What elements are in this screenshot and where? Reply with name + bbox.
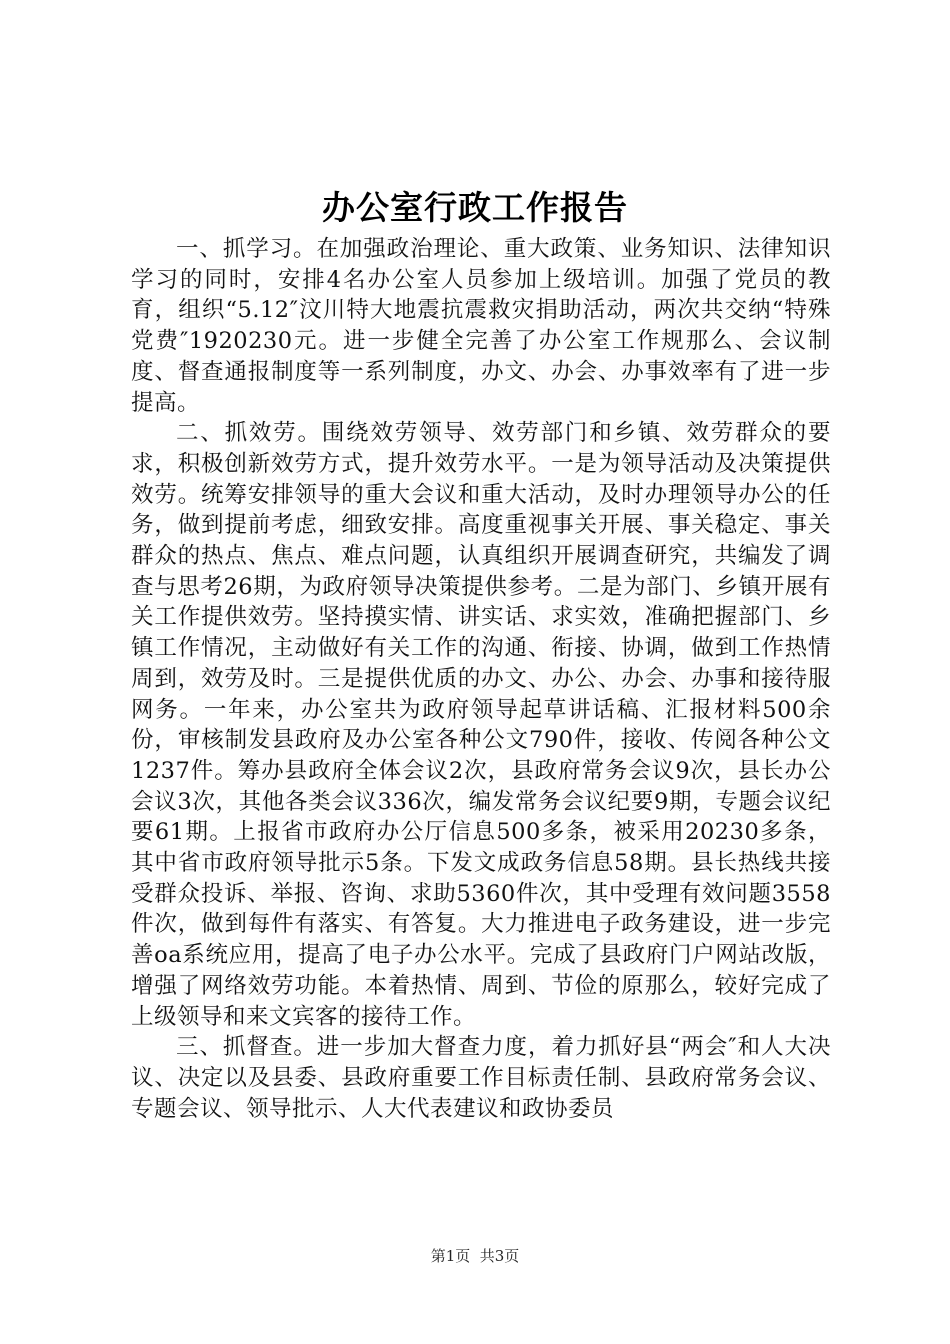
paragraph-study: 一、抓学习。在加强政治理论、重大政策、业务知识、法律知识学习的同时，安排4名办公室人员参加上级培训。加强了党员的教育，组织“5.12″汶川特大地震抗震救灾捐助活动，两次共交纳“特殊党费″1920230元。进一步健全完善了办公室工作规那么、会议制度、督查通报制度等一系列制度，办文、办会、办事效率有了进一步提高。 [131,236,831,416]
page-footer [0,1245,950,1267]
document-body [131,234,831,1124]
page-number: 第1页 共3页 [430,1247,520,1265]
paragraph-supervision: 三、抓督查。进一步加大督查力度，着力抓好县“两会″和人大决议、决定以及县委、县政府重要工作目标责任制、县政府常务会议、专题会议、领导批示、人大代表建议和政协委员 [131,1034,831,1122]
paragraph-service: 二、抓效劳。围绕效劳领导、效劳部门和乡镇、效劳群众的要求，积极创新效劳方式，提升效劳水平。一是为领导活动及决策提供效劳。统筹安排领导的重大会议和重大活动，及时办理领导办公的任务，做到提前考虑，细致安排。高度重视事关开展、事关稳定、事关群众的热点、焦点、难点问题，认真组织开展调查研究，共编发了调查与思考26期，为政府领导决策提供参考。二是为部门、乡镇开展有关工作提供效劳。坚持摸实情、讲实话、求实效，准确把握部门、乡镇工作情况，主动做好有关工作的沟通、衔接、协调，做到工作热情周到，效劳及时。三是提供优质的办文、办公、办会、办事和接待服网务。一年来，办公室共为政府领导起草讲话稿、汇报材料500余份，审核制发县政府及办公室各种公文790件，接收、传阅各种公文1237件。筹办县政府全体会议2次，县政府常务会议9次，县长办公会议3次，其他各类会议336次，编发常务会议纪要9期，专题会议纪要61期。上报省市政府办公厅信息500多条，被采用20230多条，其中省市政府领导批示5条。下发文成政务信息58期。县长热线共接受群众投诉、举报、咨询、求助5360件次，其中受理有效问题3558件次，做到每件有落实、有答复。大力推进电子政务建设，进一步完善oa系统应用，提高了电子办公水平。完成了县政府门户网站改版，增强了网络效劳功能。本着热情、周到、节俭的原那么，较好完成了上级领导和来文宾客的接待工作。 [131,420,831,1030]
document-title: 办公室行政工作报告 [322,188,628,227]
